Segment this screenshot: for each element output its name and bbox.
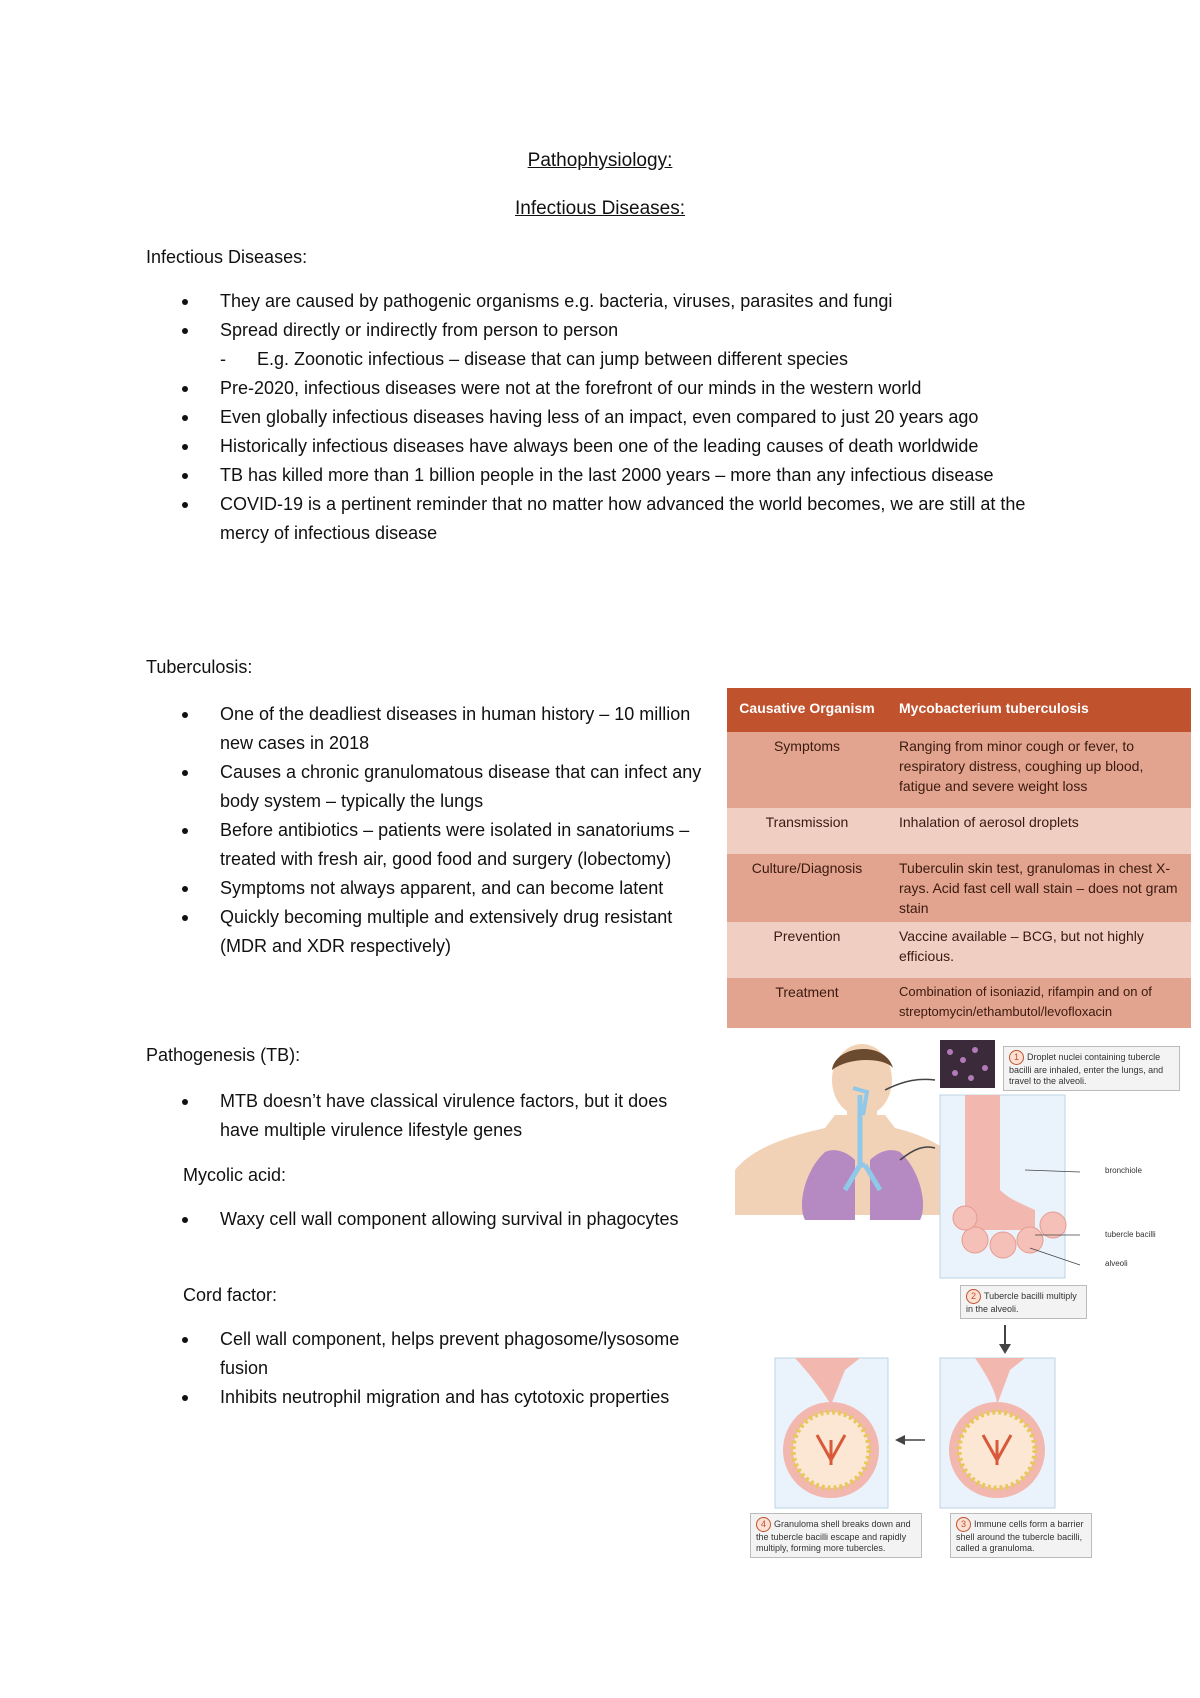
bullet-icon (182, 502, 188, 508)
list-item: TB has killed more than 1 billion people in the last 2000 years – more than any infectious disease (146, 461, 1076, 490)
table-cell: Symptoms (773, 738, 841, 754)
table-header-cell: Causative Organism (739, 700, 875, 716)
table-cell: Treatment (775, 984, 839, 1000)
list-item: Inhibits neutrophil migration and has cytotoxic properties (146, 1383, 706, 1412)
bullet-icon (182, 1395, 188, 1401)
subsection-mycolic-label: Mycolic acid: (183, 1165, 287, 1185)
table-row (727, 978, 1191, 1028)
bullet-icon (182, 712, 188, 718)
bullet-icon (182, 386, 188, 392)
bullet-icon (182, 1217, 188, 1223)
list-item: Symptoms not always apparent, and can become latent (146, 874, 706, 903)
table-header-cell: Mycobacterium tuberculosis (899, 700, 1089, 716)
bullet-icon (182, 328, 188, 334)
table-cell: Transmission (765, 814, 849, 830)
tb-info-table (727, 688, 1191, 1028)
bullet-icon (182, 886, 188, 892)
bullet-icon (182, 444, 188, 450)
table-row (727, 922, 1191, 978)
label-tubercle-bacilli: tubercle bacilli (1105, 1230, 1156, 1239)
table-cell: Prevention (773, 928, 841, 944)
arrow-icon (885, 1079, 935, 1090)
cord-bullet-list (146, 1325, 706, 1412)
table-row (727, 732, 1191, 808)
list-item: Causes a chronic granulomatous disease that can infect any body system – typically the lungs (146, 758, 706, 816)
list-item: Before antibiotics – patients were isolated in sanatoriums – treated with fresh air, good food and surgery (lobectomy) (146, 816, 706, 874)
page-subtitle: Infectious Diseases: (514, 198, 686, 219)
section-infectious-label: Infectious Diseases: (146, 247, 308, 267)
bullet-icon (182, 299, 188, 305)
pathogenesis-bullet-list (146, 1087, 706, 1145)
bullet-icon (182, 828, 188, 834)
table-cell: Combination of isoniazid, rifampin and on of streptomycin/ethambutol/levofloxacin (899, 984, 1152, 1019)
bullet-icon (182, 915, 188, 921)
table-cell: Vaccine available – BCG, but not highly efficious. (899, 928, 1144, 964)
tb-pathogenesis-diagram (735, 1040, 1190, 1553)
subsection-cord-label: Cord factor: (183, 1285, 278, 1305)
table-cell: Ranging from minor cough or fever, to respiratory distress, coughing up blood, fatigue and severe weight loss (899, 738, 1144, 794)
page-title: Pathophysiology: (527, 150, 673, 171)
diagram-caption-step-1: 1 Droplet nuclei containing tubercle bacilli are inhaled, enter the lungs, and travel to the alveoli. (1003, 1046, 1180, 1091)
mycolic-bullet-list (146, 1205, 706, 1234)
diagram-caption-step-3: 3 Immune cells form a barrier shell around the tubercle bacilli, called a granuloma. (950, 1513, 1092, 1558)
list-item: Quickly becoming multiple and extensively drug resistant (MDR and XDR respectively) (146, 903, 706, 961)
bullet-icon (182, 415, 188, 421)
diagram-caption-step-4: 4 Granuloma shell breaks down and the tubercle bacilli escape and rapidly multiply, forming more tubercles. (750, 1513, 922, 1558)
table-row (727, 854, 1191, 922)
table-cell: Inhalation of aerosol droplets (899, 814, 1079, 830)
table-cell: Culture/Diagnosis (751, 860, 863, 876)
table-row (727, 808, 1191, 854)
droplet-micrograph (940, 1040, 995, 1088)
table-header-row (727, 688, 1191, 732)
list-item: Spread directly or indirectly from person to person (146, 316, 1076, 345)
section-tuberculosis-label: Tuberculosis: (146, 657, 253, 677)
list-item: Pre-2020, infectious diseases were not at the forefront of our minds in the western world (146, 374, 1076, 403)
list-item: Historically infectious diseases have always been one of the leading causes of death worldwide (146, 432, 1076, 461)
bullet-icon (182, 1099, 188, 1105)
bullet-icon (182, 770, 188, 776)
diagram-caption-step-2: 2 Tubercle bacilli multiply in the alveoli. (960, 1285, 1087, 1319)
infectious-bullet-list (146, 287, 1076, 548)
list-item: MTB doesn’t have classical virulence factors, but it does have multiple virulence lifestyle genes (146, 1087, 706, 1145)
list-item: COVID-19 is a pertinent reminder that no matter how advanced the world becomes, we are still at the mercy of infectious disease (146, 490, 1076, 548)
table-cell: Tuberculin skin test, granulomas in chest X-rays. Acid fast cell wall stain – does not gram stain (899, 860, 1178, 916)
tuberculosis-bullet-list (146, 700, 706, 961)
list-item: One of the deadliest diseases in human history – 10 million new cases in 2018 (146, 700, 706, 758)
list-item: Cell wall component, helps prevent phagosome/lysosome fusion (146, 1325, 706, 1383)
person-figure (735, 1044, 970, 1220)
section-pathogenesis-label: Pathogenesis (TB): (146, 1045, 301, 1065)
list-item: Waxy cell wall component allowing survival in phagocytes (146, 1205, 706, 1234)
bullet-icon (182, 473, 188, 479)
bullet-icon (182, 1337, 188, 1343)
list-item: - E.g. Zoonotic infectious – disease that can jump between different species (146, 345, 1076, 374)
dash-icon: - (220, 349, 226, 369)
label-alveoli: alveoli (1105, 1259, 1128, 1268)
label-bronchiole: bronchiole (1105, 1166, 1142, 1175)
list-item: Even globally infectious diseases having less of an impact, even compared to just 20 years ago (146, 403, 1076, 432)
list-item: They are caused by pathogenic organisms e.g. bacteria, viruses, parasites and fungi (146, 287, 1076, 316)
